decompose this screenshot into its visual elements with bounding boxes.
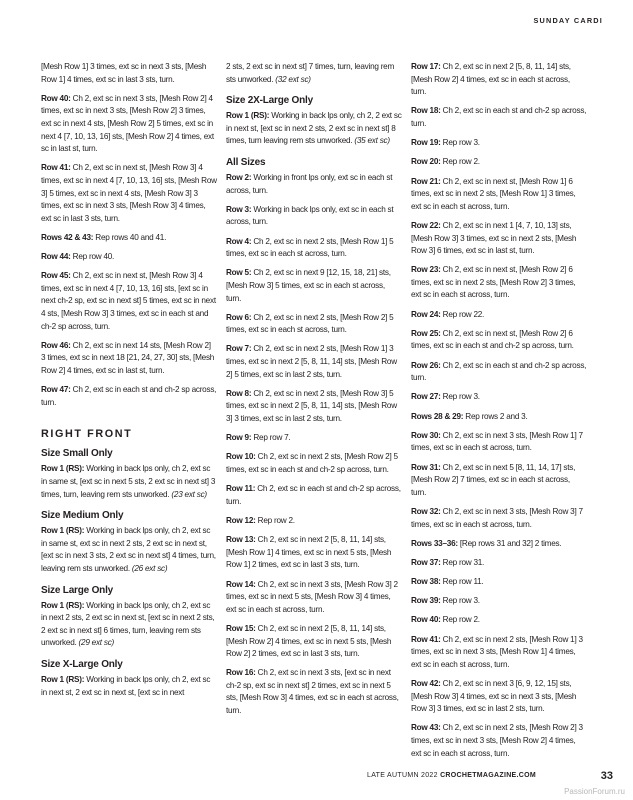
row-text: Ch 2, ext sc in next 1 [4, 7, 10, 13] sts, [Mesh Row 3] 3 times, ext sc in next 2 sts, [Mesh Row 3] 6 times, ext sc in last st, turn.: [411, 220, 577, 256]
row-text: Ch 2, ext sc in next 3 sts, [Mesh Row 3] 7 times, ext sc in each st across, turn.: [411, 506, 583, 529]
row-instruction: [411, 137, 587, 150]
size-heading: Size X-Large Only: [41, 658, 123, 670]
row-instruction: [226, 432, 402, 445]
paragraph: [226, 61, 402, 86]
row-text: Rep rows 40 and 41.: [93, 232, 167, 242]
row-text: Ch 2, ext sc in next 5 [8, 11, 14, 17] sts, [Mesh Row 2] 7 times, ext sc in each st across, turn.: [411, 462, 576, 497]
row-label: Row 41:: [41, 163, 71, 173]
column-2: [226, 61, 402, 724]
row-text: Ch 2, ext sc in next st, [Mesh Row 3] 4 times, ext sc in next 4 [7, 10, 13, 16] sts, [ext sc in next ch-2 sp, ext sc in next st] 5 times, ext sc in next 4 sts, [Mesh Row 3] 3 times, ext sc in each st and ch-2 sp across, turn.: [41, 271, 216, 331]
row-label: Row 1 (RS):: [41, 526, 85, 536]
row-text: Ch 2, ext sc in next st, [Mesh Row 2] 6 times, ext sc in each st and ch-2 sp across, turn.: [411, 328, 574, 351]
row-instruction: [226, 343, 402, 381]
row-label: Row 10:: [226, 452, 256, 462]
row-text: Working in back lps only, ch 2, ext sc in same st, [ext sc in next 5 sts, 2 ext sc in next st] 3 times, turn, leaving rem sts unworked.: [41, 464, 216, 499]
row-label: Row 20:: [411, 157, 441, 167]
row-instruction: [41, 340, 217, 378]
watermark: PassionForum.ru: [564, 787, 625, 796]
row-text: Rep rows 2 and 3.: [463, 411, 528, 421]
row-instruction: [41, 232, 217, 245]
row-instruction: [411, 430, 587, 455]
row-label: Row 8:: [226, 388, 252, 398]
row-instruction: [411, 634, 587, 672]
row-instruction: [226, 451, 402, 476]
row-text: Working in back lps only, ch 2, 2 ext sc in next st, [ext sc in next 2 sts, 2 ext sc in next st] 8 times, turn leaving rem sts unworked.: [226, 111, 402, 146]
size-heading: All Sizes: [226, 156, 266, 168]
row-text: Ch 2, ext sc in next 9 [12, 15, 18, 21] sts, [Mesh Row 3] 5 times, ext sc in each st across, turn.: [226, 268, 391, 303]
row-label: Row 25:: [411, 328, 441, 338]
row-label: Row 11:: [226, 484, 256, 494]
size-heading: Size Large Only: [41, 584, 114, 596]
row-instruction: [411, 678, 587, 716]
row-label: Rows 33–36:: [411, 538, 458, 548]
row-instruction: [411, 360, 587, 385]
row-label: Rows 28 & 29:: [411, 411, 464, 421]
row-instruction: [41, 674, 217, 699]
row-text: Ch 2, ext sc in next 2 sts, [Mesh Row 2] 3 times, ext sc in next 3 sts, [Mesh Row 2] 4 times, ext sc in each st across, turn.: [411, 723, 583, 758]
row-text: Working in back lps only, ch 2, ext sc in same st, ext sc in next 2 sts, 2 ext sc in next st, [ext sc in next 3 sts, 2 ext sc in next st] 4 times, turn, leaving rem sts unworked.: [41, 526, 216, 573]
paragraph: [Mesh Row 1] 3 times, ext sc in next 3 sts, [Mesh Row 1] 4 times, ext sc in last 3 sts, turn.: [41, 62, 207, 84]
row-instruction: [41, 384, 217, 409]
row-instruction: [226, 534, 402, 572]
row-text: Ch 2, ext sc in next 2 sts, [Mesh Row 3] 5 times, ext sc in next 2 [5, 8, 11, 14] sts, [Mesh Row 3] 3 times, ext sc in last 2 sts, turn.: [226, 388, 397, 424]
row-instruction: [226, 667, 402, 717]
row-label: Row 6:: [226, 312, 252, 322]
row-label: Row 26:: [411, 360, 441, 370]
row-label: Row 9:: [226, 433, 252, 443]
row-label: Row 4:: [226, 236, 252, 246]
row-instruction: [411, 614, 587, 627]
row-instruction: [411, 557, 587, 570]
row-instruction: [411, 309, 587, 322]
row-instruction: [411, 411, 587, 424]
stitch-count: (35 ext sc): [352, 136, 390, 146]
row-instruction: [411, 328, 587, 353]
row-text: Ch 2, ext sc in next 2 sts, [Mesh Row 1] 3 times, ext sc in next 2 [5, 8, 11, 14] sts, [Mesh Row 2] 5 times, ext sc in last 2 sts, turn.: [226, 344, 397, 379]
page-footer: [367, 772, 536, 779]
row-label: Row 16:: [226, 668, 256, 678]
row-text: Rep row 3.: [440, 392, 480, 402]
row-instruction: [226, 483, 402, 508]
row-text: Working in back lps only, ext sc in each st across, turn.: [226, 204, 394, 227]
row-label: Row 15:: [226, 623, 256, 633]
stitch-count: (23 ext sc): [169, 489, 207, 499]
row-instruction: [41, 162, 217, 225]
row-text: Rep row 2.: [440, 157, 480, 167]
issue-label: LATE AUTUMN 2022: [367, 772, 441, 779]
row-label: Row 1 (RS):: [226, 111, 270, 121]
row-instruction: [226, 267, 402, 305]
row-instruction: [226, 515, 402, 528]
row-label: Row 30:: [411, 430, 441, 440]
row-text: Ch 2, ext sc in next 3 sts, [ext sc in next ch-2 sp, ext sc in next st] 2 times, ext sc in next 5 sts, [Mesh Row 3] 4 times, ext sc in each st across, turn.: [226, 668, 399, 716]
row-label: Row 14:: [226, 579, 256, 589]
row-text: Ch 2, ext sc in next 2 [5, 8, 11, 14] sts, [Mesh Row 2] 4 times, ext sc in next 5 sts, [Mesh Row 2] 2 times, ext sc in last 3 sts, turn.: [226, 623, 392, 659]
row-label: Row 37:: [411, 557, 441, 567]
row-text: Ch 2, ext sc in next 3 sts, [Mesh Row 1] 7 times, ext sc in each st across, turn.: [411, 430, 583, 453]
row-text: Rep row 7.: [251, 433, 291, 443]
row-instruction: [411, 61, 587, 99]
row-instruction: [226, 388, 402, 426]
row-text: Ch 2, ext sc in next st, [Mesh Row 2] 6 times, ext sc in next 2 sts, [Mesh Row 2] 3 times, ext sc in each st across, turn.: [411, 265, 576, 300]
website-label: CROCHETMAGAZINE.COM: [440, 772, 536, 779]
row-text: Ch 2, ext sc in next 3 sts, [Mesh Row 2] 4 times, ext sc in next 3 sts, [Mesh Row 2] 3 times, ext sc in next 4 sts, [Mesh Row 2] 5 times, ext sc in next 4 [7, 10, 13, 16] sts, [Mesh Row 2] 4 times, ext sc in last st, turn.: [41, 93, 214, 154]
row-label: Row 19:: [411, 138, 441, 148]
row-label: Row 12:: [226, 515, 256, 525]
row-label: Row 41:: [411, 634, 441, 644]
row-text: Rep row 2.: [440, 615, 480, 625]
stitch-count: (32 ext sc): [273, 74, 311, 84]
row-text: Ch 2, ext sc in next 2 sts, [Mesh Row 2] 5 times, ext sc in each st and ch-2 sp across, turn.: [226, 452, 398, 474]
row-instruction: [226, 236, 402, 261]
row-text: Ch 2, ext sc in each st and ch-2 sp across, turn.: [41, 385, 217, 407]
row-text: Ch 2, ext sc in next st, [Mesh Row 1] 6 times, ext sc in next 2 sts, [Mesh Row 1] 3 times, ext sc in each st across, turn.: [411, 176, 576, 211]
row-text: Rep row 40.: [70, 252, 115, 262]
row-instruction: [411, 391, 587, 404]
row-instruction: [226, 172, 402, 197]
row-label: Row 5:: [226, 268, 252, 278]
row-label: Row 18:: [411, 106, 441, 116]
row-label: Row 23:: [411, 265, 441, 275]
column-3: [411, 61, 587, 767]
size-heading: Size Small Only: [41, 448, 113, 460]
row-text: Ch 2, ext sc in next 2 [5, 8, 11, 14] sts, [Mesh Row 2] 4 times, ext sc in each st across, turn.: [411, 62, 571, 97]
row-text: Ch 2, ext sc in each st and ch-2 sp across, turn.: [411, 360, 587, 383]
row-instruction: [41, 93, 217, 156]
row-label: Row 43:: [411, 723, 441, 733]
row-text: Ch 2, ext sc in next 2 [5, 8, 11, 14] sts, [Mesh Row 1] 4 times, ext sc in next 5 sts, [Mesh Row 1] 2 times, ext sc in last 3 sts, turn.: [226, 535, 392, 570]
row-label: Row 39:: [411, 596, 441, 606]
row-label: Row 40:: [411, 615, 441, 625]
row-instruction: [411, 506, 587, 531]
section-heading: RIGHT FRONT: [41, 428, 133, 441]
row-instruction: [41, 600, 217, 650]
row-instruction: [226, 579, 402, 617]
stitch-count: (26 ext sc): [129, 563, 168, 573]
row-label: Row 1 (RS):: [41, 600, 85, 610]
row-instruction: [226, 312, 402, 337]
running-head: SUNDAY CARDI: [533, 16, 603, 25]
row-instruction: [226, 204, 402, 229]
row-instruction: [226, 623, 402, 661]
row-text: Ch 2, ext sc in next 3 [6, 9, 12, 15] sts, [Mesh Row 3] 4 times, ext sc in next 3 sts, [Mesh Row 3] 3 times, ext sc in last 2 sts, turn.: [411, 679, 577, 714]
row-label: Row 24:: [411, 309, 441, 319]
row-label: Row 7:: [226, 344, 252, 354]
row-instruction: [411, 220, 587, 258]
size-heading: Size Medium Only: [41, 510, 124, 522]
row-instruction: [411, 176, 587, 214]
row-instruction: [411, 264, 587, 302]
row-text: Rep row 3.: [440, 596, 480, 606]
row-label: Row 13:: [226, 535, 256, 545]
row-label: Row 1 (RS):: [41, 464, 85, 474]
row-text: Working in back lps only, ch 2, ext sc in next st, 2 ext sc in next st, [ext sc in next: [41, 674, 211, 697]
row-instruction: [41, 463, 217, 501]
row-text: Ch 2, ext sc in each st and ch-2 sp across, turn.: [411, 106, 587, 128]
row-label: Row 21:: [411, 176, 441, 186]
stitch-count: (29 ext sc): [76, 638, 115, 648]
row-text: Ch 2, ext sc in each st and ch-2 sp across, turn.: [226, 484, 401, 506]
row-text: Rep row 3.: [440, 138, 480, 148]
size-heading: Size 2X-Large Only: [226, 95, 313, 107]
page-number: 33: [600, 770, 613, 782]
row-text: Rep row 2.: [255, 515, 295, 525]
row-instruction: [411, 105, 587, 130]
row-label: Row 38:: [411, 577, 441, 587]
row-label: Row 47:: [41, 385, 71, 395]
row-instruction: [411, 156, 587, 169]
row-instruction: [411, 595, 587, 608]
row-instruction: [411, 576, 587, 589]
row-instruction: [41, 251, 217, 264]
row-label: Row 46:: [41, 340, 71, 350]
row-label: Row 1 (RS):: [41, 674, 85, 684]
row-text: Ch 2, ext sc in next st, [Mesh Row 3] 4 times, ext sc in next 4 [7, 10, 13, 16] sts, [Mesh Row 3] 5 times, ext sc in next 4 sts, [Mesh Row 3] 3 times, ext sc in next 3 sts, [Mesh Row 3] 4 times, ext sc in last 3 sts, turn.: [41, 163, 217, 223]
row-instruction: [41, 270, 217, 333]
row-label: Row 42:: [411, 679, 441, 689]
row-text: 2 sts, 2 ext sc in next st] 7 times, turn, leaving rem sts unworked.: [226, 62, 395, 84]
row-label: Row 17:: [411, 62, 441, 71]
row-text: Working in back lps only, ch 2, ext sc in next 2 sts, 2 ext sc in next st, [ext sc in next 2 sts, 2 ext sc in next st] 6 times, turn, leaving rem sts unworked.: [41, 600, 215, 648]
row-label: Row 32:: [411, 506, 441, 516]
row-text: Ch 2, ext sc in next 2 sts, [Mesh Row 1] 5 times, ext sc in each st across, turn.: [226, 236, 394, 259]
row-label: Row 27:: [411, 392, 441, 402]
row-text: Rep row 22.: [440, 309, 485, 319]
row-text: Rep row 31.: [440, 557, 485, 567]
row-text: Ch 2, ext sc in next 14 sts, [Mesh Row 2] 3 times, ext sc in next 18 [21, 24, 27, 30] sts, [Mesh Row 2] 4 times, ext sc in last st, turn.: [41, 340, 215, 376]
row-text: Ch 2, ext sc in next 2 sts, [Mesh Row 1] 3 times, ext sc in next 3 sts, [Mesh Row 1] 4 times, ext sc in each st across, turn.: [411, 634, 583, 669]
row-label: Row 31:: [411, 462, 441, 472]
row-text: Ch 2, ext sc in next 2 sts, [Mesh Row 2] 5 times, ext sc in each st across, turn.: [226, 312, 394, 335]
row-instruction: [411, 722, 587, 760]
row-instruction: [226, 110, 402, 148]
row-label: Row 45:: [41, 271, 71, 281]
row-label: Row 3:: [226, 204, 252, 214]
row-instruction: [41, 525, 217, 575]
row-label: Row 40:: [41, 93, 71, 103]
row-instruction: [411, 462, 587, 500]
row-text: Rep row 11.: [440, 577, 484, 587]
row-instruction: [411, 538, 587, 551]
row-text: Working in front lps only, ext sc in each st across, turn.: [226, 172, 393, 195]
row-text: [Rep rows 31 and 32] 2 times.: [457, 538, 562, 548]
row-label: Rows 42 & 43:: [41, 232, 94, 242]
row-label: Row 22:: [411, 220, 441, 230]
column-1: [41, 61, 217, 706]
row-text: Ch 2, ext sc in next 3 sts, [Mesh Row 3] 2 times, ext sc in next 5 sts, [Mesh Row 3] 4 times, ext sc in each st across, turn.: [226, 579, 398, 614]
row-label: Row 2:: [226, 172, 252, 182]
row-label: Row 44:: [41, 252, 71, 262]
